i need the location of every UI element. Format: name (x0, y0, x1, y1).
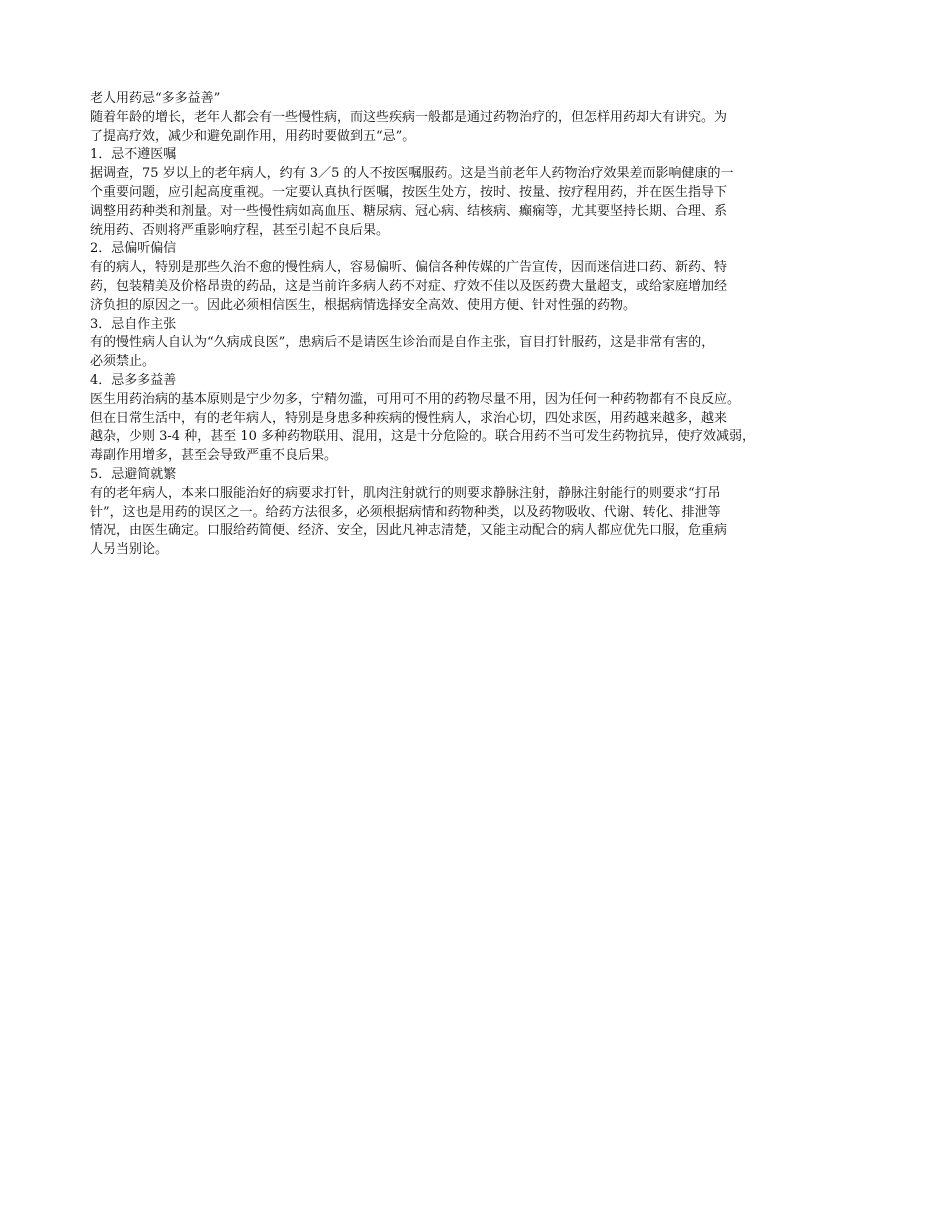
paragraph-line: 人另当别论。 (90, 542, 169, 558)
section-heading: 4．忌多多益善 (90, 372, 177, 388)
section-heading: 5．忌避简就繁 (90, 466, 177, 482)
section-heading: 3．忌自作主张 (90, 316, 177, 332)
paragraph-line: 有的老年病人，本来口服能治好的病要求打针，肌肉注射就行的则要求静脉注射，静脉注射能行的则要求“打吊 (90, 485, 721, 501)
paragraph-line: 个重要问题，应引起高度重视。一定要认真执行医嘱，按医生处方，按时、按量、按疗程用药，并在医生指导下 (90, 184, 728, 200)
paragraph-line: 有的病人，特别是那些久治不愈的慢性病人，容易偏听、偏信各种传媒的广告宣传，因而迷信进口药、新药、特 (90, 260, 728, 276)
paragraph-line: 医生用药治病的基本原则是宁少勿多，宁精勿滥，可用可不用的药物尽量不用，因为任何一种药物都有不良反应。 (90, 391, 741, 407)
paragraph-line: 统用药、否则将严重影响疗程，甚至引起不良后果。 (90, 222, 390, 238)
paragraph-line: 但在日常生活中，有的老年病人，特别是身患多种疾病的慢性病人，求治心切，四处求医，用药越来越多，越来 (90, 410, 728, 426)
paragraph-line: 有的慢性病人自认为“久病成良医”，患病后不是请医生诊治而是自作主张，盲目打针服药，这是非常有害的， (90, 335, 715, 351)
section-1 (90, 146, 880, 240)
intro-line: 了提高疗效，减少和避免副作用，用药时要做到五“忌”。 (90, 128, 416, 144)
section-5 (90, 466, 880, 560)
section-4 (90, 372, 880, 466)
paragraph-line: 针”，这也是用药的误区之一。给药方法很多，必须根据病情和药物种类，以及药物吸收、代谢、转化、排泄等 (90, 504, 721, 520)
document-page (90, 90, 880, 560)
paragraph-line: 越杂，少则 3-4 种，甚至 10 多种药物联用、混用，这是十分危险的。联合用药不当可发生药物抗异，使疗效减弱， (90, 429, 756, 445)
paragraph-line: 情况，由医生确定。口服给药简便、经济、安全，因此凡神志清楚，又能主动配合的病人都应优先口服，危重病 (90, 523, 728, 539)
section-3 (90, 316, 880, 372)
section-heading: 1．忌不遵医嘱 (90, 147, 177, 163)
intro-line: 随着年龄的增长，老年人都会有一些慢性病，而这些疾病一般都是通过药物治疗的，但怎样用药却大有讲究。为 (90, 109, 728, 125)
paragraph-line: 调整用药种类和剂量。对一些慢性病如高血压、糖尿病、冠心病、结核病、癫痫等，尤其要坚持长期、合理、系 (90, 203, 728, 219)
section-heading: 2．忌偏听偏信 (90, 241, 177, 257)
intro-paragraph (90, 109, 880, 147)
paragraph-line: 必须禁止。 (90, 354, 156, 370)
paragraph-line: 毒副作用增多，甚至会导致严重不良后果。 (90, 448, 338, 464)
document-title: 老人用药忌“多多益善” (90, 91, 221, 106)
section-2 (90, 240, 880, 315)
paragraph-line: 据调查，75 岁以上的老年病人，约有 3／5 的人不按医嘱服药。这是当前老年人药物治疗效果差而影响健康的一 (90, 166, 734, 182)
paragraph-line: 药，包装精美及价格昂贵的药品，这是当前许多病人药不对症、疗效不佳以及医药费大量超支，或给家庭增加经 (90, 278, 728, 294)
paragraph-line: 济负担的原因之一。因此必须相信医生，根据病情选择安全高效、使用方便、针对性强的药物。 (90, 297, 637, 313)
